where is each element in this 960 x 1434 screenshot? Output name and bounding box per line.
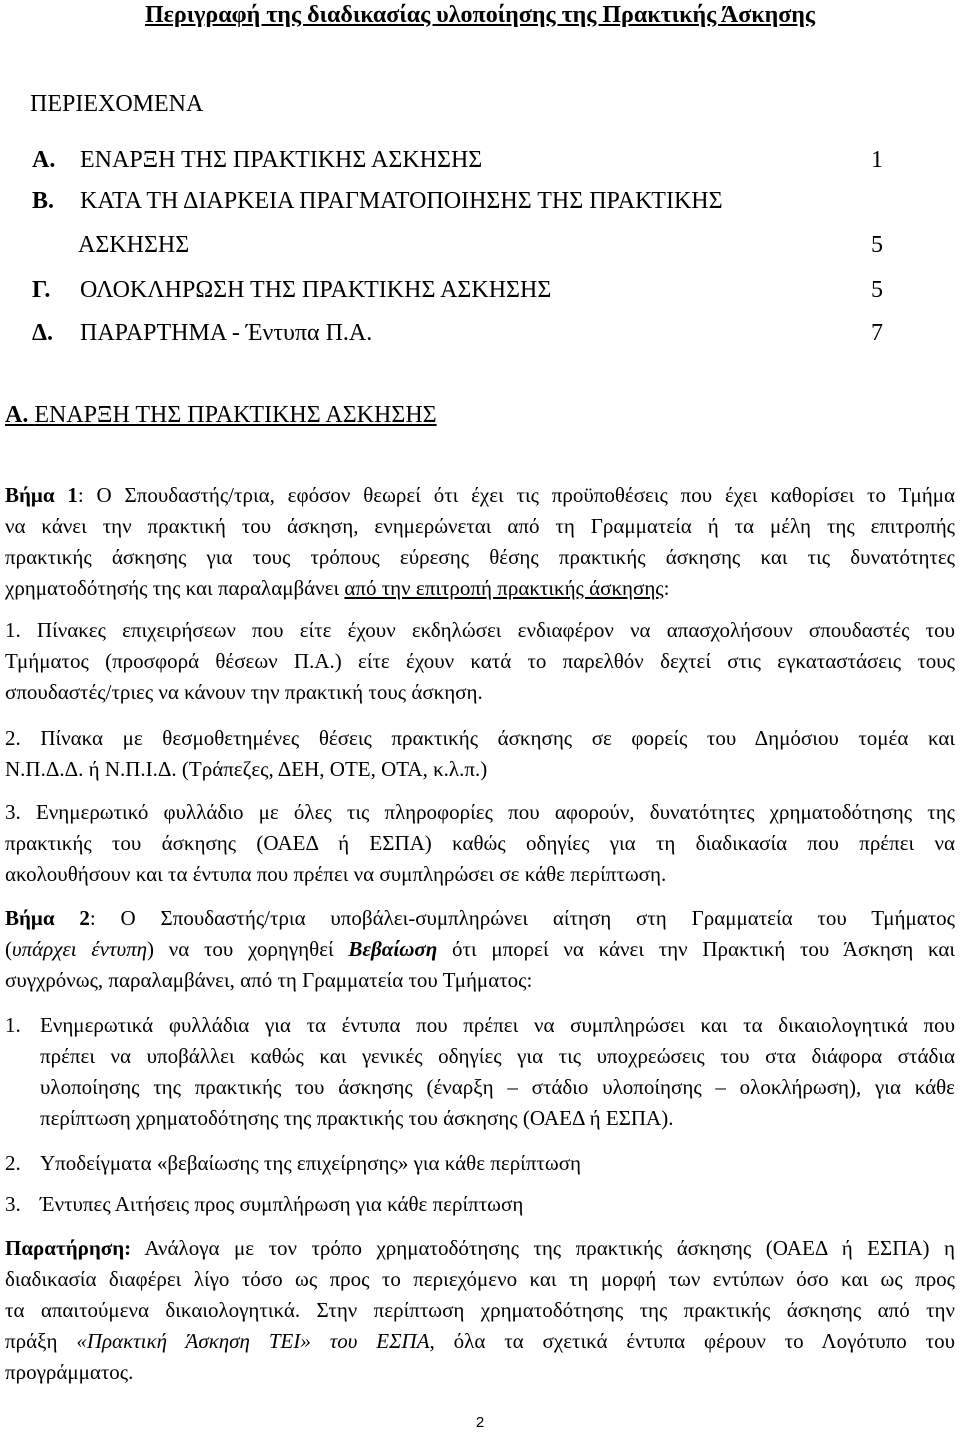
section-title: ΕΝΑΡΞΗ ΤΗΣ ΠΡΑΚΤΙΚΗΣ ΑΣΚΗΣΗΣ xyxy=(34,402,437,428)
note-label: Παρατήρηση: xyxy=(5,1236,132,1260)
paragraph-line xyxy=(5,1233,955,1264)
list-item xyxy=(5,615,955,708)
page-title xyxy=(0,0,960,30)
list-item xyxy=(5,1148,955,1179)
paragraph-line: Τμήματος (προσφορά θέσεων Π.Α.) είτε έχουν κατά το παρελθόν δεχτεί στις εγκαταστάσεις τους xyxy=(5,649,955,673)
paragraph-line: 1. Πίνακες επιχειρήσεων που είτε έχουν εκδηλώσει ενδιαφέρον να απασχολήσουν σπουδαστές του xyxy=(5,618,955,642)
paragraph-line: ακολουθήσουν και τα έντυπα που πρέπει να συμπληρώσει σε κάθε περίπτωση. xyxy=(5,862,667,886)
toc-item-text: ΑΣΚΗΣΗΣ xyxy=(78,232,190,258)
paragraph-line xyxy=(5,480,955,511)
toc-item-page-number: 1 xyxy=(871,147,883,173)
line-text: : Ο Σπουδαστής/τρια υποβάλει-συμπληρώνει αίτηση στη Γραμματεία του Τμήματος xyxy=(89,906,956,930)
paragraph-line: Ενημερωτικά φυλλάδια για τα έντυπα που πρέπει να συμπληρώσει και τα δικαιολογητικά που xyxy=(40,1013,955,1037)
page-number: 2 xyxy=(475,1414,485,1431)
paragraph-line: υλοποίησης της πρακτικής του άσκησης (έναρξη – στάδιο υλοποίησης – ολοκλήρωση), για κάθε xyxy=(40,1075,955,1099)
toc-item-letter: Α. xyxy=(32,147,56,173)
toc-item-page-number: 7 xyxy=(871,320,883,346)
step1-label: Βήμα 1 xyxy=(5,483,78,507)
paragraph-line: Υποδείγματα «βεβαίωσης της επιχείρησης» για κάθε περίπτωση xyxy=(40,1151,581,1175)
toc-item-letter: Γ. xyxy=(32,277,51,303)
line-text: ( xyxy=(5,937,12,961)
toc-item-letter: Δ. xyxy=(32,320,54,346)
line-text: : xyxy=(663,576,670,600)
line-text: ότι μπορεί να κάνει την Πρακτική του Άσκηση και xyxy=(452,937,956,961)
toc-item-d xyxy=(0,318,960,348)
line-text: ) να του χορηγηθεί xyxy=(147,937,334,961)
line-text: : Ο Σπουδαστής/τρια, εφόσον θεωρεί ότι έχει τις προϋποθέσεις που έχει καθορίσει το Τμήμα xyxy=(77,483,955,507)
toc-item-b xyxy=(0,186,960,216)
bold-italic-text: Βεβαίωση xyxy=(348,937,438,961)
paragraph-line: πρακτικής του άσκησης (ΟΑΕΔ ή ΕΣΠΑ) καθώς οδηγίες για τη διαδικασία που πρέπει να xyxy=(5,831,955,855)
paragraph-line: πρέπει να υποβάλλει καθώς και γενικές οδηγίες για τις υποχρεώσεις του στα διάφορα στάδια xyxy=(40,1044,955,1068)
step1-paragraph xyxy=(5,480,955,604)
list-number: 1. xyxy=(5,1013,21,1037)
section-letter: Α. xyxy=(5,402,29,428)
paragraph-line: περίπτωση χρηματοδότησης της πρακτικής του άσκησης (ΟΑΕΔ ή ΕΣΠΑ). xyxy=(40,1106,674,1130)
paragraph-line: Ν.Π.Δ.Δ. ή Ν.Π.Ι.Δ. (Τράπεζες, ΔΕΗ, ΟΤΕ, ΟΤΑ, κ.λ.π.) xyxy=(5,757,488,781)
line-text: Ανάλογα με τον τρόπο χρηματοδότησης της πρακτικής άσκησης (ΟΑΕΔ ή ΕΣΠΑ) η xyxy=(144,1236,955,1260)
list-item xyxy=(5,723,955,785)
step2-paragraph xyxy=(5,903,955,996)
paragraph-line xyxy=(5,934,955,965)
toc-item-letter: Β. xyxy=(32,188,55,214)
paragraph-line: 3. Ενημερωτικό φυλλάδιο με όλες τις πληροφορίες που αφορούν, δυνατότητες χρηματοδότησης της xyxy=(5,800,955,824)
page-title-text: Περιγραφή της διαδικασίας υλοποίησης της Πρακτικής Άσκησης xyxy=(144,2,816,28)
toc-item-a xyxy=(0,145,960,175)
list-item xyxy=(5,797,955,890)
paragraph-line: διαδικασία διαφέρει λίγο τόσο ως προς το περιεχόμενο και τη μορφή των εντύπων όσο και ως προς xyxy=(5,1267,955,1291)
list-item xyxy=(5,1010,955,1134)
toc-item-text: ΕΝΑΡΞΗ ΤΗΣ ΠΡΑΚΤΙΚΗΣ ΑΣΚΗΣΗΣ xyxy=(80,147,483,173)
line-text: , όλα τα σχετικά έντυπα φέρουν το Λογότυπο του xyxy=(429,1329,955,1353)
note-paragraph xyxy=(5,1233,955,1388)
italic-text: «Πρακτική Άσκηση ΤΕΙ» του ΕΣΠΑ xyxy=(76,1329,430,1353)
toc-item-page-number: 5 xyxy=(871,277,883,303)
toc-item-page-number: 5 xyxy=(871,232,883,258)
toc-item-text: ΚΑΤΑ ΤΗ ΔΙΑΡΚΕΙΑ ΠΡΑΓΜΑΤΟΠΟΙΗΣΗΣ ΤΗΣ ΠΡΑΚΤΙΚΗΣ xyxy=(80,188,723,214)
paragraph-line: 2. Πίνακα με θεσμοθετημένες θέσεις πρακτικής άσκησης σε φορείς του Δημόσιου τομέα και xyxy=(5,726,955,750)
paragraph-line xyxy=(5,903,955,934)
list-item xyxy=(5,1189,955,1220)
paragraph-line xyxy=(5,1326,955,1357)
toc-item-c xyxy=(0,275,960,305)
paragraph-line: πρακτικής άσκησης για τους τρόπους εύρεσης θέσης πρακτικής άσκησης και τις δυνατότητες xyxy=(5,545,955,569)
paragraph-line: προγράμματος. xyxy=(5,1360,134,1384)
paragraph-line: τα απαιτούμενα δικαιολογητικά. Στην περίπτωση χρηματοδότησης της πρακτικής άσκησης από την xyxy=(5,1298,955,1322)
paragraph-line xyxy=(5,573,955,604)
underlined-text: από την επιτροπή πρακτικής άσκησης xyxy=(344,576,664,600)
toc-item-text: ΠΑΡΑΡΤΗΜΑ - Έντυπα Π.Α. xyxy=(80,320,373,346)
toc-heading: ΠΕΡΙΕΧΟΜΕΝΑ xyxy=(30,91,204,117)
paragraph-line: Έντυπες Αιτήσεις προς συμπλήρωση για κάθε περίπτωση xyxy=(40,1192,524,1216)
paragraph-line: να κάνει την πρακτική του άσκηση, ενημερώνεται από τη Γραμματεία ή τα μέλη της επιτροπής xyxy=(5,514,955,538)
toc-item-b-continued xyxy=(0,230,960,260)
list-number: 2. xyxy=(5,1151,21,1175)
section-heading xyxy=(5,400,437,430)
italic-text: υπάρχει έντυπη xyxy=(12,937,148,961)
toc-item-text: ΟΛΟΚΛΗΡΩΣΗ ΤΗΣ ΠΡΑΚΤΙΚΗΣ ΑΣΚΗΣΗΣ xyxy=(80,277,552,303)
paragraph-line: συγχρόνως, παραλαμβάνει, από τη Γραμματεία του Τμήματος: xyxy=(5,968,533,992)
line-text: πράξη xyxy=(5,1329,58,1353)
step2-label: Βήμα 2 xyxy=(5,906,90,930)
list-number: 3. xyxy=(5,1192,21,1216)
line-text: χρηματοδότησής της και παραλαμβάνει xyxy=(5,576,340,600)
paragraph-line: σπουδαστές/τριες να κάνουν την πρακτική τους άσκηση. xyxy=(5,680,483,704)
